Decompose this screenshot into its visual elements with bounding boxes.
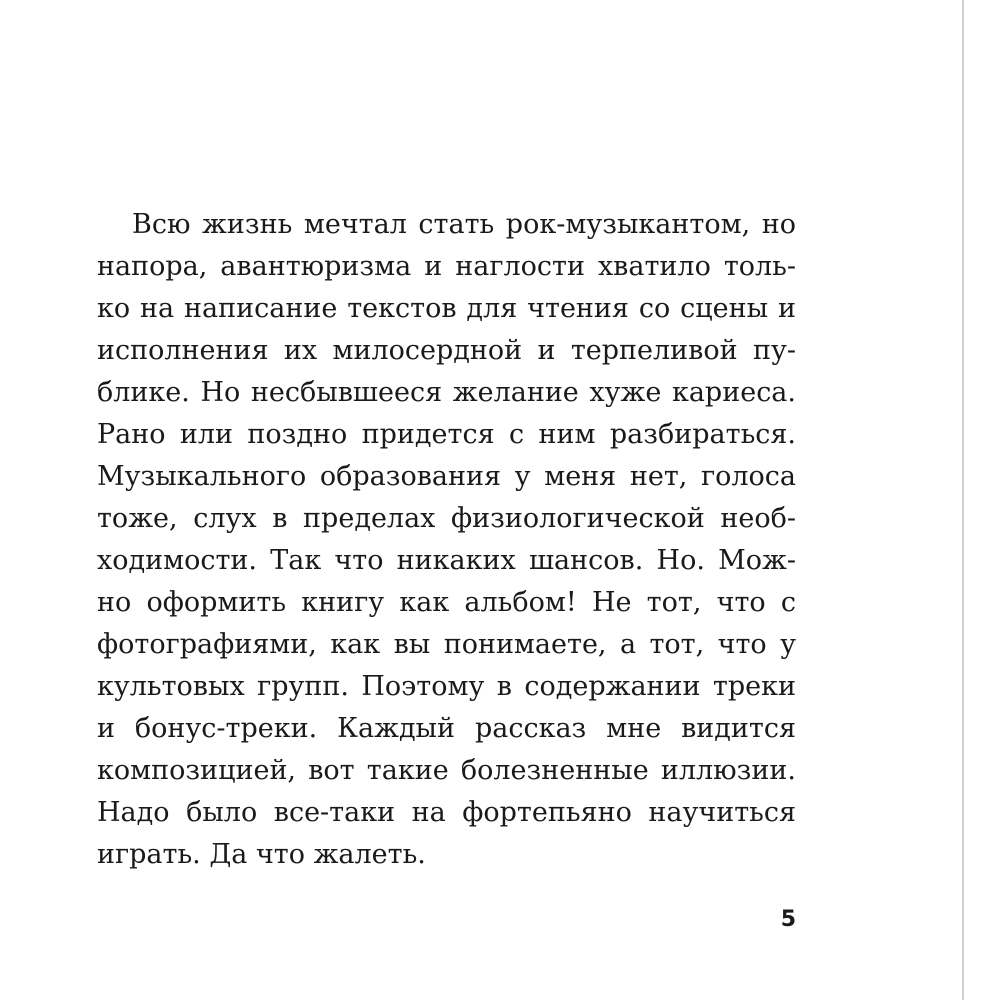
text-line: и бонус-треки. Каждый рассказ мне видится (97, 713, 796, 744)
text-line: культовых групп. Поэтому в содержании треки (97, 671, 796, 702)
text-line: но оформить книгу как альбом! Не тот, что с (97, 587, 796, 618)
text-line: Надо было все-таки на фортепьяно научиться (97, 797, 796, 828)
page-edge-divider (962, 0, 964, 1000)
text-line: напора, авантюризма и наглости хватило толь- (97, 251, 796, 282)
text-line: Музыкального образования у меня нет, голоса (97, 461, 796, 492)
text-line: композицией, вот такие болезненные иллюзии. (97, 755, 796, 786)
text-line: блике. Но несбывшееся желание хуже кариеса. (97, 377, 796, 408)
paragraph (97, 204, 796, 876)
page-number: 5 (780, 907, 796, 932)
text-line: исполнения их милосердной и терпеливой пу- (97, 335, 796, 366)
text-line: играть. Да что жалеть. (97, 839, 426, 870)
text-line: Рано или поздно придется с ним разбираться. (97, 419, 796, 450)
text-line: ко на написание текстов для чтения со сцены и (97, 293, 796, 324)
text-line: ходимости. Так что никаких шансов. Но. Мож- (97, 545, 796, 576)
text-line: Всю жизнь мечтал стать рок-музыкантом, но (132, 209, 796, 240)
text-line: фотографиями, как вы понимаете, а тот, что у (97, 629, 796, 660)
text-line: тоже, слух в пределах физиологической необ- (97, 503, 796, 534)
